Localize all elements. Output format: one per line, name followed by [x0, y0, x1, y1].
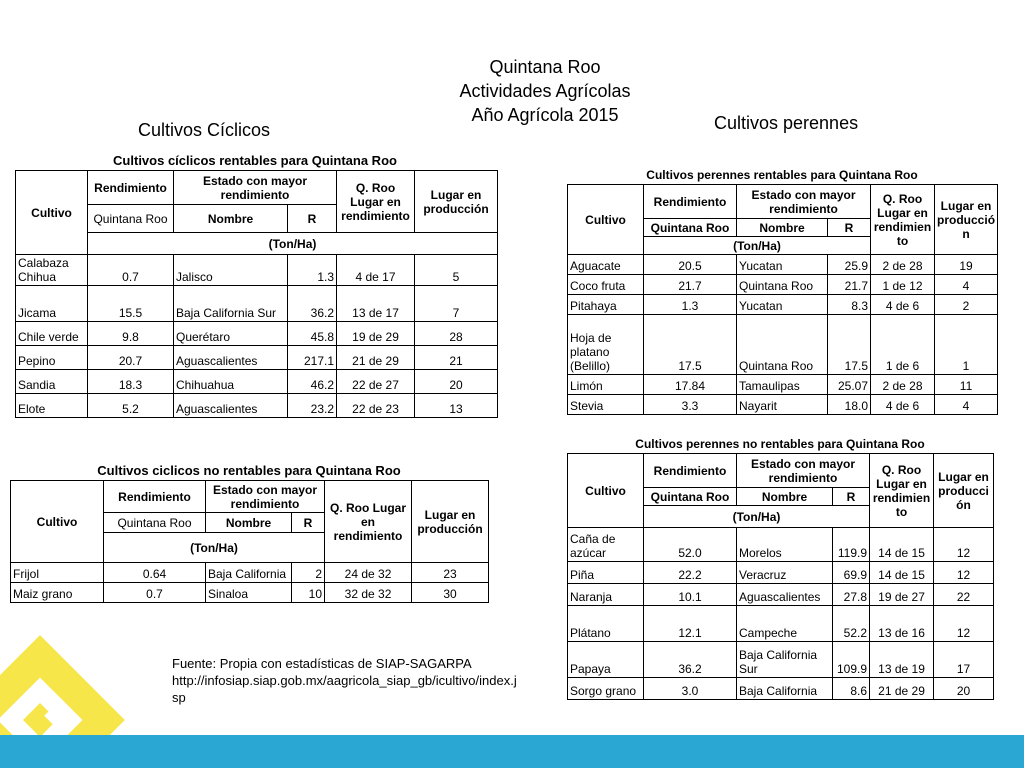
- table-ciclicos-rentables-wrap: [15, 153, 498, 418]
- section-title-ciclicos: Cultivos Cíclicos: [138, 120, 271, 140]
- header-rendimiento: Rendimiento: [104, 481, 206, 513]
- cell-rendimiento: 15.5: [88, 286, 174, 322]
- cell-r: 21.7: [828, 275, 871, 295]
- section-title-perennes: Cultivos perennes: [714, 113, 859, 133]
- page-title: [400, 55, 690, 127]
- cell-rendimiento: 18.3: [88, 370, 174, 394]
- table-header: [11, 481, 489, 563]
- cell-cultivo: Piña: [568, 562, 644, 584]
- cell-estado: Baja California Sur: [737, 642, 833, 678]
- header-r: R: [833, 488, 870, 506]
- table-row: [568, 315, 998, 375]
- header-lugar-produccion: Lugar en producció n: [935, 185, 998, 255]
- cell-produccion: 23: [412, 563, 489, 583]
- header-cultivo: Cultivo: [568, 454, 644, 528]
- cell-rendimiento: 52.0: [644, 528, 737, 562]
- cell-lugar: 14 de 15: [870, 528, 934, 562]
- table-row: [568, 606, 994, 642]
- cell-estado: Baja California: [737, 678, 833, 700]
- cell-rendimiento: 0.64: [104, 563, 206, 583]
- cell-r: 25.07: [828, 375, 871, 395]
- cell-estado: Aguascalientes: [174, 394, 288, 418]
- header-nombre: Nombre: [206, 513, 292, 533]
- cell-r: 18.0: [828, 395, 871, 415]
- cell-produccion: 21: [415, 346, 498, 370]
- cell-r: 45.8: [288, 322, 337, 346]
- cell-r: 109.9: [833, 642, 870, 678]
- table-row: [568, 375, 998, 395]
- table-row: [16, 286, 498, 322]
- cell-produccion: 11: [935, 375, 998, 395]
- cell-produccion: 5: [415, 255, 498, 286]
- cell-estado: Sinaloa: [206, 583, 292, 603]
- cell-lugar: 22 de 27: [337, 370, 415, 394]
- cell-rendimiento: 22.2: [644, 562, 737, 584]
- header-rendimiento: Rendimiento: [644, 185, 737, 219]
- header-rendimiento: Rendimiento: [644, 454, 737, 488]
- cell-rendimiento: 0.7: [88, 255, 174, 286]
- cell-r: 17.5: [828, 315, 871, 375]
- table-row: [568, 584, 994, 606]
- cell-produccion: 30: [412, 583, 489, 603]
- cell-cultivo: Pitahaya: [568, 295, 644, 315]
- cell-r: 10: [292, 583, 325, 603]
- cell-lugar: 32 de 32: [325, 583, 412, 603]
- table-header: [568, 185, 998, 255]
- cell-r: 217.1: [288, 346, 337, 370]
- cell-estado: Tamaulipas: [737, 375, 828, 395]
- header-cultivo: Cultivo: [11, 481, 104, 563]
- cell-cultivo: Chile verde: [16, 322, 88, 346]
- table-caption: Cultivos perennes no rentables para Quintana Roo: [635, 437, 925, 451]
- cell-cultivo: Pepino: [16, 346, 88, 370]
- cell-cultivo: Plátano: [568, 606, 644, 642]
- cell-cultivo: Papaya: [568, 642, 644, 678]
- cell-estado: Aguascalientes: [174, 346, 288, 370]
- cell-estado: Campeche: [737, 606, 833, 642]
- cell-rendimiento: 5.2: [88, 394, 174, 418]
- table-caption: Cultivos cíclicos rentables para Quintana Roo: [113, 153, 397, 168]
- table-ciclicos-rentables: [15, 170, 498, 418]
- table-perennes-rentables-wrap: [567, 168, 998, 415]
- cell-produccion: 19: [935, 255, 998, 275]
- table-ciclicos-no-rentables-wrap: [10, 463, 489, 603]
- cell-cultivo: Maiz grano: [11, 583, 104, 603]
- cell-produccion: 22: [934, 584, 994, 606]
- cell-produccion: 28: [415, 322, 498, 346]
- table-body: [568, 528, 994, 700]
- header-quintana-roo: Quintana Roo: [644, 488, 737, 506]
- cell-cultivo: Naranja: [568, 584, 644, 606]
- cell-cultivo: Limón: [568, 375, 644, 395]
- cell-cultivo: Hoja de platano (Belillo): [568, 315, 644, 375]
- cell-produccion: 17: [934, 642, 994, 678]
- header-quintana-roo: Quintana Roo: [88, 205, 174, 233]
- table-row: [16, 346, 498, 370]
- header-unit: (Ton/Ha): [104, 533, 325, 563]
- cell-estado: Aguascalientes: [737, 584, 833, 606]
- cell-r: 27.8: [833, 584, 870, 606]
- header-r: R: [828, 219, 871, 237]
- table-body: [568, 255, 998, 415]
- cell-estado: Quintana Roo: [737, 275, 828, 295]
- header-cultivo: Cultivo: [16, 171, 88, 255]
- header-nombre: Nombre: [174, 205, 288, 233]
- header-estado: Estado con mayor rendimiento: [206, 481, 325, 513]
- cell-rendimiento: 9.8: [88, 322, 174, 346]
- cell-cultivo: Coco fruta: [568, 275, 644, 295]
- cell-estado: Veracruz: [737, 562, 833, 584]
- cell-lugar: 4 de 6: [871, 395, 935, 415]
- source-url: http://infosiap.siap.gob.mx/aagricola_siap_gb/icultivo/index.jsp: [172, 673, 517, 705]
- header-unit: (Ton/Ha): [88, 233, 498, 255]
- cell-produccion: 12: [934, 562, 994, 584]
- title-line-1: Quintana Roo: [489, 57, 601, 77]
- table-row: [568, 642, 994, 678]
- table-perennes-no-rentables-wrap: [567, 437, 994, 700]
- cell-lugar: 1 de 6: [871, 315, 935, 375]
- table-caption: Cultivos perennes rentables para Quintana Roo: [646, 168, 918, 182]
- table-row: [568, 528, 994, 562]
- cell-cultivo: Stevia: [568, 395, 644, 415]
- table-row: [11, 583, 489, 603]
- cell-cultivo: Sandia: [16, 370, 88, 394]
- table-row: [16, 370, 498, 394]
- cell-rendimiento: 17.5: [644, 315, 737, 375]
- cell-estado: Nayarit: [737, 395, 828, 415]
- header-quintana-roo: Quintana Roo: [104, 513, 206, 533]
- cell-cultivo: Caña de azúcar: [568, 528, 644, 562]
- cell-estado: Yucatan: [737, 255, 828, 275]
- cell-produccion: 12: [934, 528, 994, 562]
- cell-lugar: 13 de 16: [870, 606, 934, 642]
- cell-produccion: 12: [934, 606, 994, 642]
- table-row: [568, 562, 994, 584]
- cell-lugar: 2 de 28: [871, 255, 935, 275]
- cell-r: 25.9: [828, 255, 871, 275]
- cell-cultivo: Sorgo grano: [568, 678, 644, 700]
- table-row: [16, 322, 498, 346]
- title-line-2: Actividades Agrícolas: [459, 81, 631, 101]
- header-qroo-lugar: Q. Roo Lugar en rendimiento: [337, 171, 415, 233]
- cell-produccion: 4: [935, 275, 998, 295]
- cell-produccion: 20: [415, 370, 498, 394]
- cell-produccion: 2: [935, 295, 998, 315]
- bottom-bar: [0, 735, 1024, 768]
- cell-cultivo: Aguacate: [568, 255, 644, 275]
- cell-rendimiento: 1.3: [644, 295, 737, 315]
- cell-r: 36.2: [288, 286, 337, 322]
- cell-rendimiento: 20.5: [644, 255, 737, 275]
- header-qroo-lugar: Q. Roo Lugar en rendimien to: [870, 454, 934, 528]
- header-estado: Estado con mayor rendimiento: [737, 454, 870, 488]
- cell-produccion: 1: [935, 315, 998, 375]
- cell-r: 2: [292, 563, 325, 583]
- cell-lugar: 1 de 12: [871, 275, 935, 295]
- header-lugar-produccion: Lugar en producci ón: [934, 454, 994, 528]
- cell-lugar: 14 de 15: [870, 562, 934, 584]
- header-estado: Estado con mayor rendimiento: [174, 171, 337, 205]
- header-unit: (Ton/Ha): [644, 506, 870, 528]
- header-qroo-lugar: Q. Roo Lugar en rendimien to: [871, 185, 935, 255]
- cell-lugar: 4 de 17: [337, 255, 415, 286]
- table-row: [568, 295, 998, 315]
- header-cultivo: Cultivo: [568, 185, 644, 255]
- cell-cultivo: Jicama: [16, 286, 88, 322]
- header-r: R: [288, 205, 337, 233]
- table-body: [16, 255, 498, 418]
- cell-lugar: 21 de 29: [870, 678, 934, 700]
- cell-produccion: 13: [415, 394, 498, 418]
- header-lugar-produccion: Lugar en producción: [415, 171, 498, 233]
- cell-estado: Yucatan: [737, 295, 828, 315]
- table-row: [11, 563, 489, 583]
- cell-produccion: 7: [415, 286, 498, 322]
- cell-rendimiento: 12.1: [644, 606, 737, 642]
- cell-lugar: 21 de 29: [337, 346, 415, 370]
- cell-lugar: 13 de 17: [337, 286, 415, 322]
- header-lugar-produccion: Lugar en producción: [412, 481, 489, 563]
- cell-lugar: 19 de 29: [337, 322, 415, 346]
- cell-rendimiento: 21.7: [644, 275, 737, 295]
- cell-r: 119.9: [833, 528, 870, 562]
- table-row: [16, 394, 498, 418]
- cell-rendimiento: 20.7: [88, 346, 174, 370]
- cell-rendimiento: 10.1: [644, 584, 737, 606]
- cell-lugar: 4 de 6: [871, 295, 935, 315]
- header-estado: Estado con mayor rendimiento: [737, 185, 871, 219]
- cell-estado: Querétaro: [174, 322, 288, 346]
- cell-lugar: 22 de 23: [337, 394, 415, 418]
- header-rendimiento: Rendimiento: [88, 171, 174, 205]
- cell-estado: Baja California Sur: [174, 286, 288, 322]
- cell-rendimiento: 36.2: [644, 642, 737, 678]
- table-row: [568, 275, 998, 295]
- cell-rendimiento: 3.3: [644, 395, 737, 415]
- cell-lugar: 24 de 32: [325, 563, 412, 583]
- cell-rendimiento: 0.7: [104, 583, 206, 603]
- table-caption: Cultivos ciclicos no rentables para Quintana Roo: [97, 463, 401, 478]
- cell-produccion: 20: [934, 678, 994, 700]
- source-note: [172, 655, 522, 706]
- cell-estado: Chihuahua: [174, 370, 288, 394]
- source-text: Fuente: Propia con estadísticas de SIAP-SAGARPA: [172, 656, 472, 671]
- cell-r: 69.9: [833, 562, 870, 584]
- table-perennes-rentables: [567, 184, 998, 415]
- header-quintana-roo: Quintana Roo: [644, 219, 737, 237]
- cell-estado: Baja California: [206, 563, 292, 583]
- table-perennes-no-rentables: [567, 453, 994, 700]
- cell-rendimiento: 3.0: [644, 678, 737, 700]
- cell-estado: Morelos: [737, 528, 833, 562]
- cell-r: 1.3: [288, 255, 337, 286]
- cell-cultivo: Elote: [16, 394, 88, 418]
- header-nombre: Nombre: [737, 488, 833, 506]
- cell-estado: Jalisco: [174, 255, 288, 286]
- header-nombre: Nombre: [737, 219, 828, 237]
- header-r: R: [292, 513, 325, 533]
- cell-estado: Quintana Roo: [737, 315, 828, 375]
- cell-lugar: 2 de 28: [871, 375, 935, 395]
- table-header: [16, 171, 498, 255]
- header-unit: (Ton/Ha): [644, 237, 871, 255]
- table-body: [11, 563, 489, 603]
- cell-r: 23.2: [288, 394, 337, 418]
- table-row: [568, 395, 998, 415]
- cell-lugar: 19 de 27: [870, 584, 934, 606]
- table-ciclicos-no-rentables: [10, 480, 489, 603]
- cell-cultivo: Calabaza Chihua: [16, 255, 88, 286]
- table-header: [568, 454, 994, 528]
- cell-r: 52.2: [833, 606, 870, 642]
- cell-r: 8.3: [828, 295, 871, 315]
- cell-cultivo: Frijol: [11, 563, 104, 583]
- cell-r: 8.6: [833, 678, 870, 700]
- header-qroo-lugar: Q. Roo Lugar en rendimiento: [325, 481, 412, 563]
- table-row: [16, 255, 498, 286]
- cell-lugar: 13 de 19: [870, 642, 934, 678]
- title-line-3: Año Agrícola 2015: [471, 105, 619, 125]
- cell-r: 46.2: [288, 370, 337, 394]
- table-row: [568, 255, 998, 275]
- table-row: [568, 678, 994, 700]
- cell-rendimiento: 17.84: [644, 375, 737, 395]
- cell-produccion: 4: [935, 395, 998, 415]
